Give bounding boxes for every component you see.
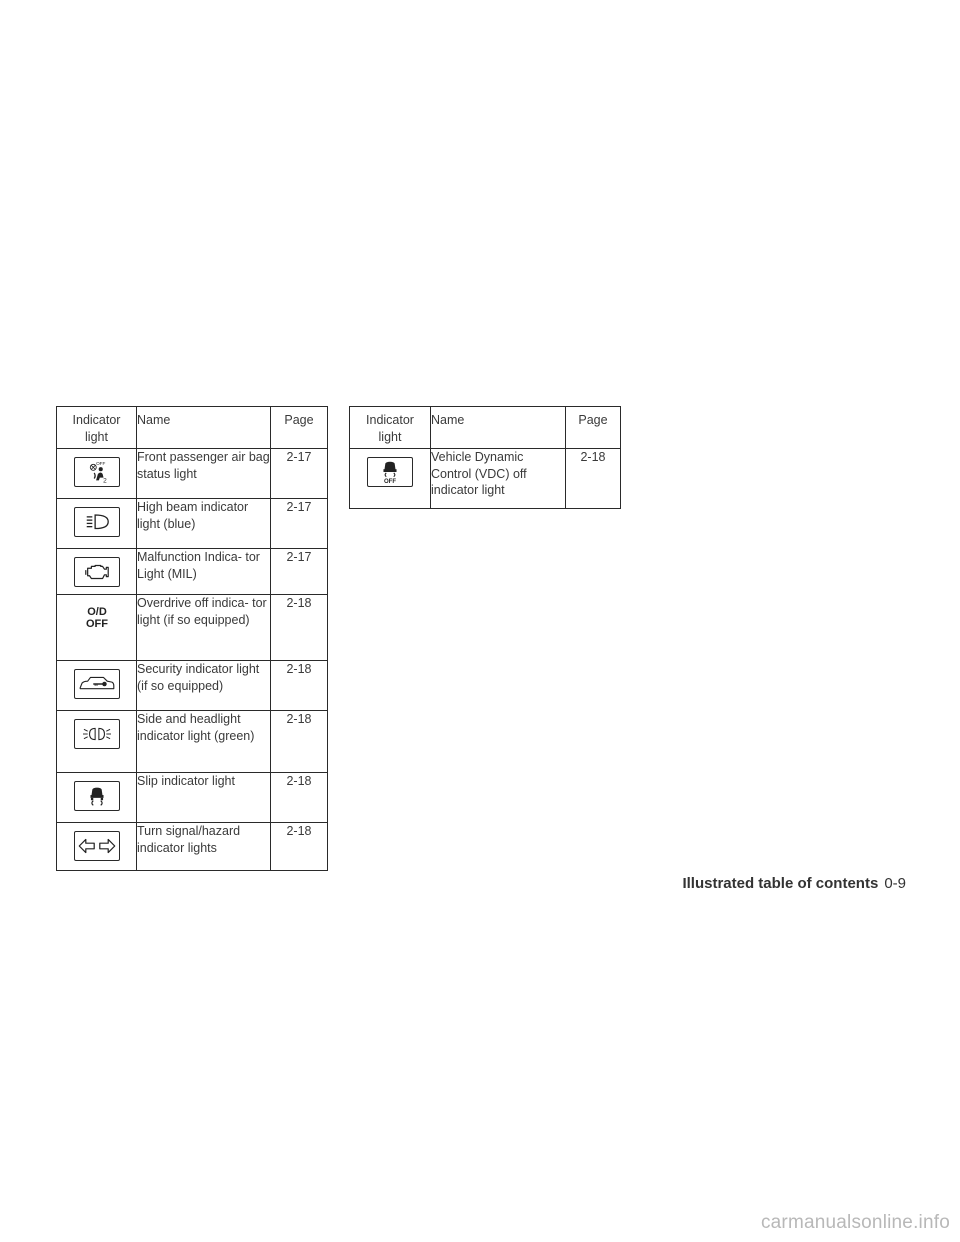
table-header-row (350, 407, 621, 449)
indicator-name: Front passenger air bag status light (137, 449, 271, 499)
header-indicator-light: Indicator light (350, 407, 431, 449)
indicator-page: 2-18 (271, 595, 328, 661)
indicator-name: Turn signal/hazard indicator lights (137, 823, 271, 871)
off-label: OFF (85, 618, 108, 630)
vdc-off-icon (367, 457, 413, 487)
vdc-off-label: OFF (383, 479, 397, 486)
watermark: carmanualsonline.info (760, 1212, 950, 1233)
table-row (57, 661, 328, 711)
svg-text:2: 2 (102, 477, 107, 485)
high-beam-icon (74, 507, 120, 537)
od-off-icon (74, 603, 120, 633)
front-passenger-airbag-off-icon (74, 457, 120, 487)
indicator-name: Slip indicator light (137, 773, 271, 823)
indicator-name: Malfunction Indica- tor Light (MIL) (137, 549, 271, 595)
header-page: Page (271, 407, 328, 449)
security-car-key-icon (74, 669, 120, 699)
indicator-page: 2-17 (271, 449, 328, 499)
table-row (57, 549, 328, 595)
turn-signal-arrows-icon (74, 831, 120, 861)
indicator-page: 2-18 (271, 661, 328, 711)
page-footer (682, 875, 906, 892)
indicator-page: 2-17 (271, 549, 328, 595)
slip-car-icon (74, 781, 120, 811)
header-page: Page (566, 407, 621, 449)
indicator-page: 2-18 (566, 449, 621, 509)
side-headlight-icon (74, 719, 120, 749)
table-row (57, 449, 328, 499)
airbag-off-label: OFF (95, 461, 105, 466)
indicator-name: High beam indicator light (blue) (137, 499, 271, 549)
table-row (57, 711, 328, 773)
od-label: O/D (86, 606, 107, 618)
indicator-table-right (349, 406, 621, 509)
table-row (57, 595, 328, 661)
indicator-name: Side and headlight indicator light (green) (137, 711, 271, 773)
table-row (350, 449, 621, 509)
table-row (57, 823, 328, 871)
header-name: Name (137, 407, 271, 449)
indicator-page: 2-18 (271, 711, 328, 773)
indicator-table-left (56, 406, 328, 871)
page-number: 0-9 (884, 875, 906, 892)
section-title: Illustrated table of contents (682, 875, 879, 892)
header-indicator-light: Indicator light (57, 407, 137, 449)
engine-malfunction-icon (74, 557, 120, 587)
indicator-page: 2-17 (271, 499, 328, 549)
table-row (57, 499, 328, 549)
indicator-page: 2-18 (271, 823, 328, 871)
indicator-name: Overdrive off indica- tor light (if so equipped) (137, 595, 271, 661)
header-name: Name (431, 407, 566, 449)
table-row (57, 773, 328, 823)
indicator-page: 2-18 (271, 773, 328, 823)
indicator-name: Security indicator light (if so equipped) (137, 661, 271, 711)
indicator-name: Vehicle Dynamic Control (VDC) off indicator light (431, 449, 566, 509)
table-header-row (57, 407, 328, 449)
